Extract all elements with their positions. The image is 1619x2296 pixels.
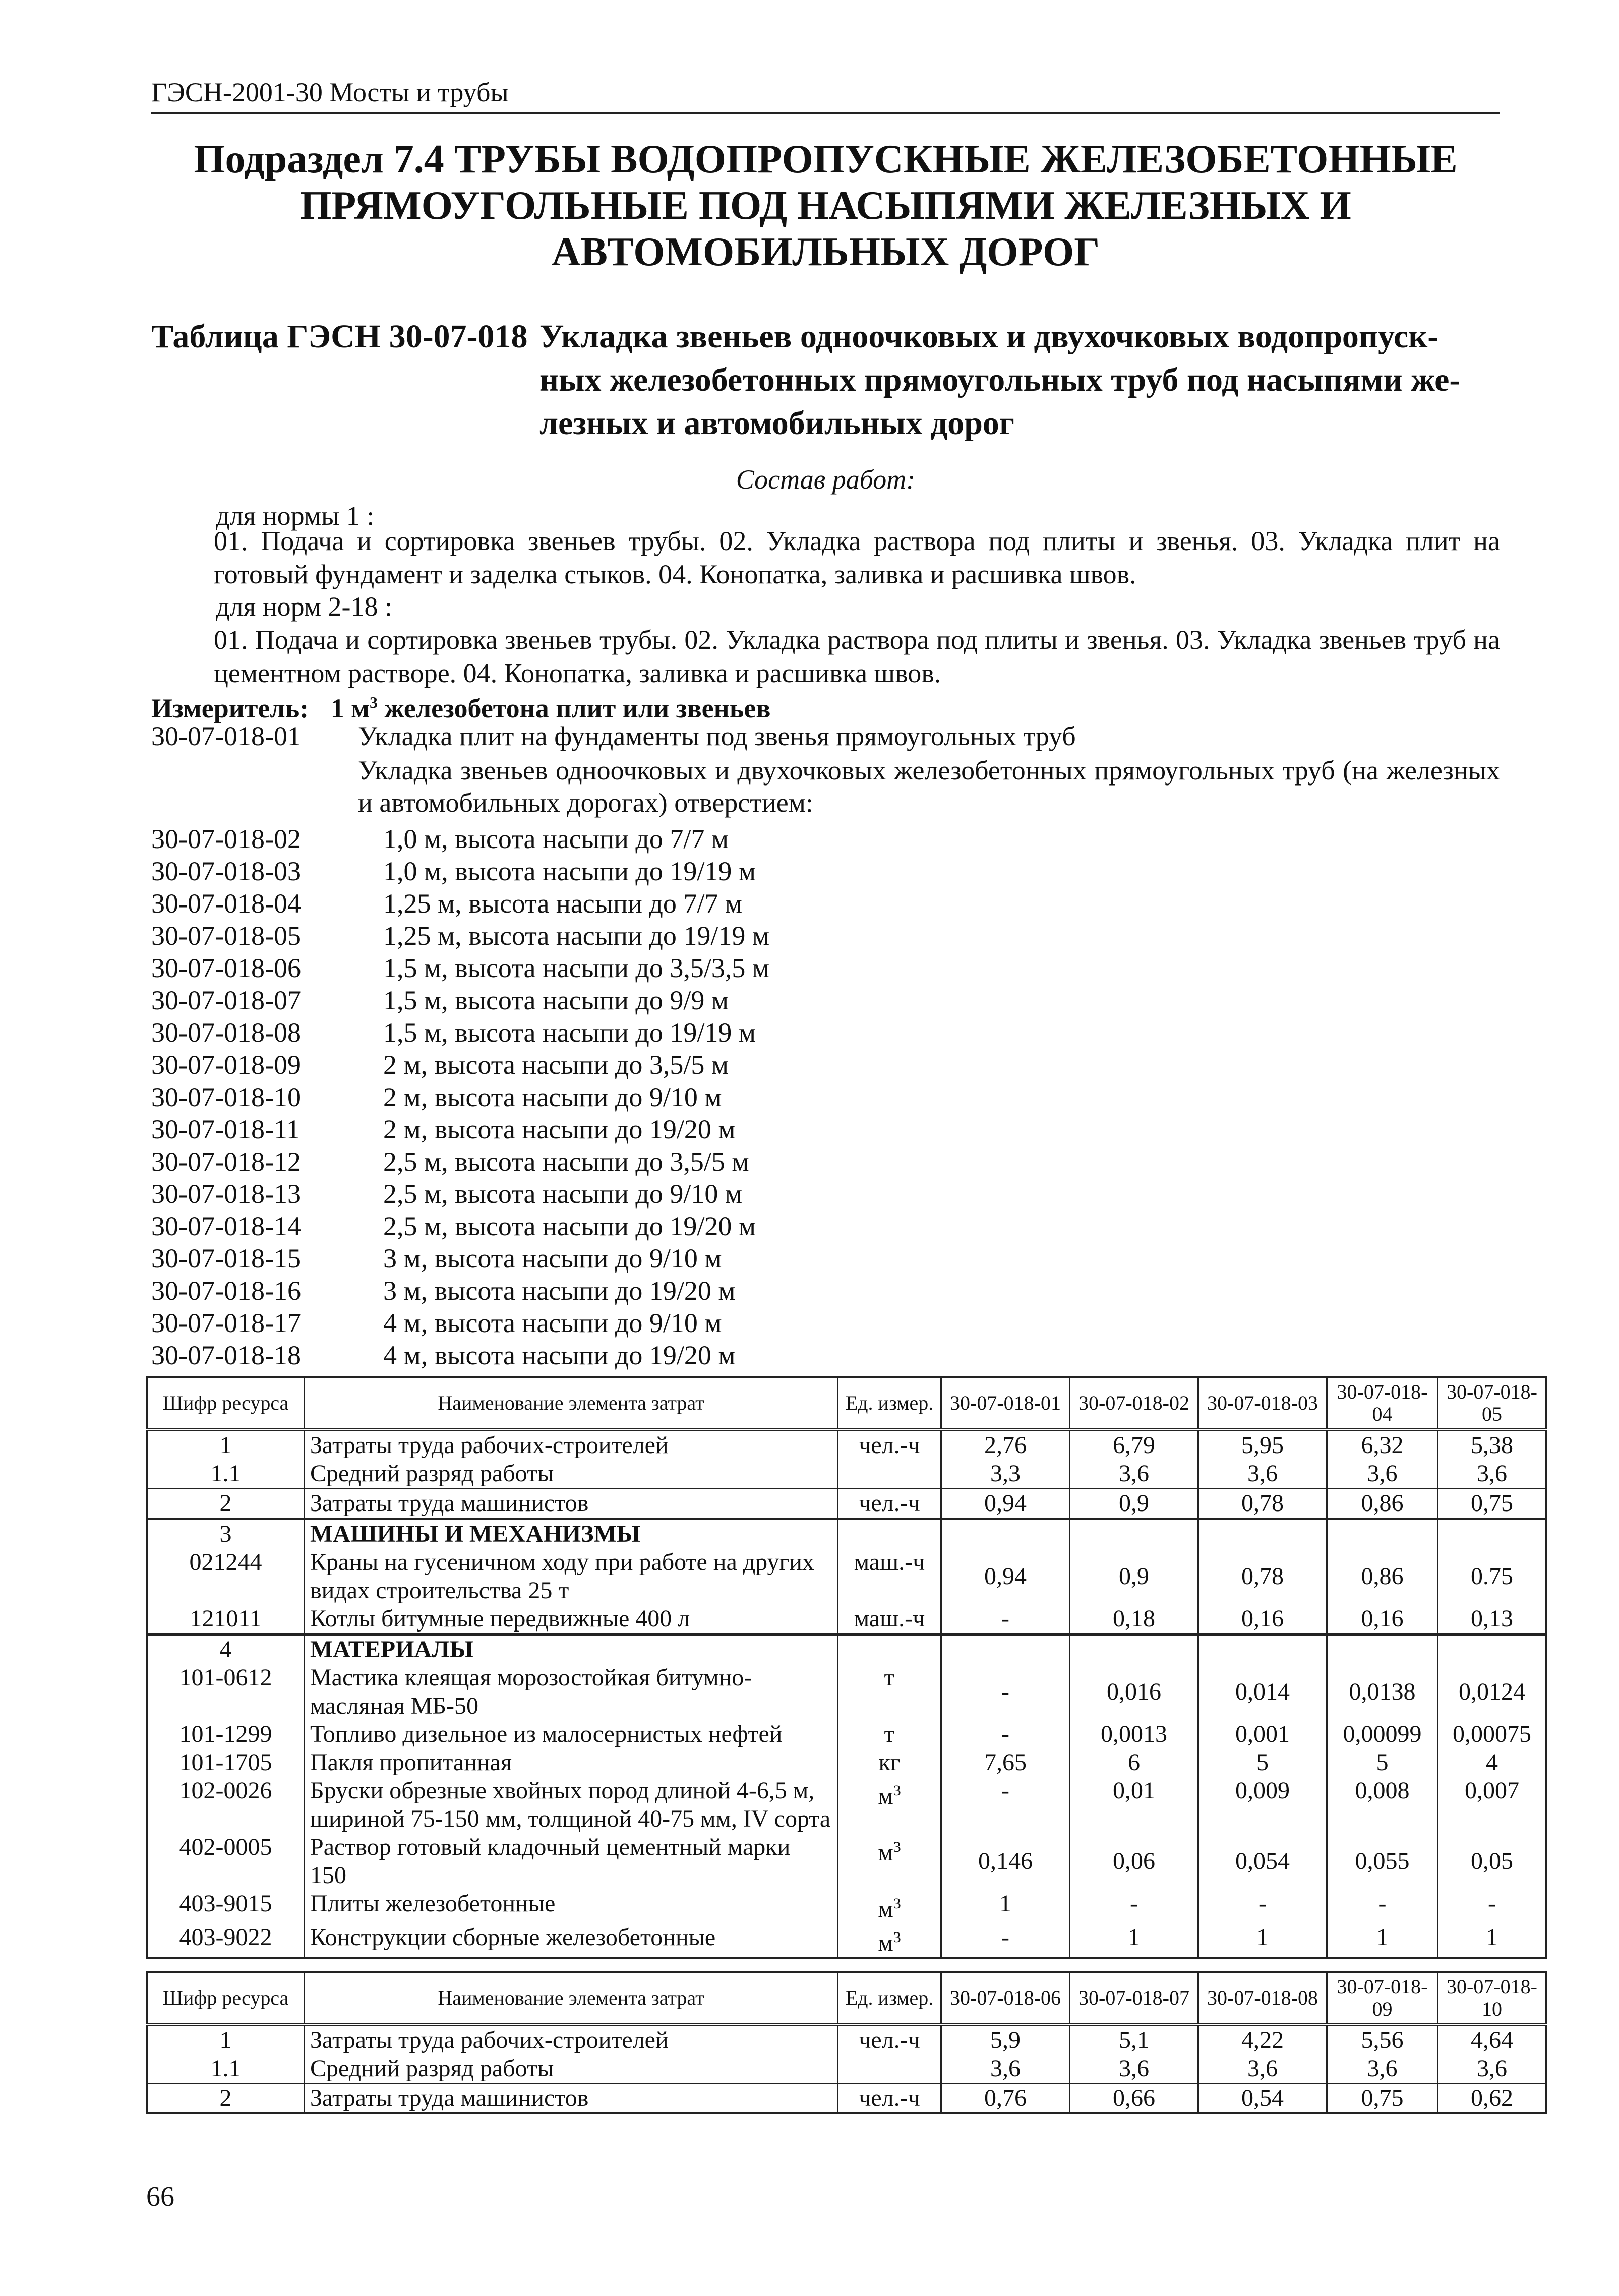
norm-item	[151, 720, 1500, 752]
norm-code: 30-07-018-04	[151, 888, 301, 919]
norm-code: 30-07-018-10	[151, 1082, 301, 1112]
cost-element-name: Раствор готовый кладочный цементный марки 150	[305, 1833, 838, 1890]
norm-value: 2,76	[941, 1430, 1070, 1460]
norm-description: 1,25 м, высота насыпи до 19/19 м	[383, 921, 769, 951]
table-body	[147, 1430, 1546, 1958]
norm-value: 5,9	[941, 2025, 1070, 2055]
unit-text: маш.-ч	[854, 1605, 925, 1632]
table-row	[147, 1748, 1546, 1777]
unit-text: кг	[878, 1749, 901, 1776]
resource-table-2	[146, 1971, 1547, 2114]
header-norm: 30-07-018-06	[941, 1972, 1070, 2025]
unit-sup: 3	[893, 1929, 901, 1946]
norm-value: 0,9	[1070, 1548, 1198, 1605]
norm-value: 1	[1070, 1923, 1198, 1958]
norm-description: 4 м, высота насыпи до 19/20 м	[383, 1340, 736, 1370]
norm-value: 0,054	[1198, 1833, 1327, 1890]
norm-value: -	[941, 1777, 1070, 1833]
norm-code: 30-07-018-07	[151, 985, 301, 1015]
norm-value: 0,86	[1327, 1489, 1438, 1519]
unit-text: м	[878, 1896, 893, 1922]
table-row	[147, 1489, 1546, 1519]
norm-value: 6,32	[1327, 1430, 1438, 1460]
norm-value	[1198, 1635, 1327, 1664]
norm-value: 1	[1327, 1923, 1438, 1958]
table-row	[147, 2084, 1546, 2113]
table-body	[147, 2025, 1546, 2113]
norm-code: 30-07-018-13	[151, 1179, 301, 1209]
unit-sup: 3	[893, 1782, 901, 1799]
norm-value: 0,055	[1327, 1833, 1438, 1890]
unit-cell	[838, 1460, 941, 1489]
norm-code: 30-07-018-09	[151, 1050, 301, 1080]
norm-item	[151, 1242, 1500, 1275]
norm-value: 4,22	[1198, 2025, 1327, 2055]
norm-value: 0,86	[1327, 1548, 1438, 1605]
norm-value: -	[1198, 1890, 1327, 1923]
header-code: Шифр ресурса	[147, 1972, 305, 2025]
table-row	[147, 1664, 1546, 1720]
norm-value: 0,016	[1070, 1664, 1198, 1720]
norm-value: 3,6	[1438, 1460, 1546, 1489]
norm-value: 0,94	[941, 1489, 1070, 1519]
norm-value: 3,6	[1198, 2055, 1327, 2084]
norm-value: 1	[941, 1890, 1070, 1923]
cost-element-name: Котлы битумные передвижные 400 л	[305, 1605, 838, 1635]
unit-text: чел.-ч	[859, 1490, 920, 1517]
unit-text: м	[878, 1929, 893, 1956]
header-norm: 30-07-018-04	[1327, 1377, 1438, 1430]
norm-value: 0,75	[1327, 2084, 1438, 2113]
norm-value: -	[941, 1923, 1070, 1958]
norm-value: 1	[1438, 1923, 1546, 1958]
norm-item	[151, 984, 1500, 1016]
norm-code: 30-07-018-15	[151, 1243, 301, 1274]
norm-value: 0,54	[1198, 2084, 1327, 2113]
measurer-label: Измеритель:	[151, 693, 309, 723]
table-header-row	[147, 1972, 1546, 2025]
resource-code: 2	[147, 1489, 305, 1519]
norm-code: 30-07-018-06	[151, 953, 301, 983]
norm-description: 2,5 м, высота насыпи до 19/20 м	[383, 1211, 756, 1241]
norm-items	[151, 823, 1500, 1371]
table-row	[147, 1777, 1546, 1833]
norm-value: 0,001	[1198, 1720, 1327, 1748]
norm-value	[1198, 1519, 1327, 1549]
norm-value	[1327, 1519, 1438, 1549]
header-norm: 30-07-018-10	[1438, 1972, 1546, 2025]
table-row	[147, 1460, 1546, 1489]
norm-description: 2 м, высота насыпи до 3,5/5 м	[383, 1050, 729, 1080]
norm-value: 3,6	[1327, 2055, 1438, 2084]
unit-cell	[838, 1923, 941, 1958]
norm-value: 5,38	[1438, 1430, 1546, 1460]
norm-code: 30-07-018-01	[151, 721, 301, 751]
norms-list	[151, 720, 1500, 1371]
unit-text: маш.-ч	[854, 1549, 925, 1576]
unit-text: чел.-ч	[859, 2085, 920, 2111]
header-name: Наименование элемента затрат	[305, 1377, 838, 1430]
running-header: ГЭСН-2001-30 Мосты и трубы	[151, 76, 1500, 114]
norm-item	[151, 920, 1500, 952]
resource-code: 1	[147, 2025, 305, 2055]
header-code: Шифр ресурса	[147, 1377, 305, 1430]
norm-item	[151, 1145, 1500, 1178]
unit-cell	[838, 1548, 941, 1605]
norm-value: 6	[1070, 1748, 1198, 1777]
unit-text: т	[884, 1721, 895, 1747]
unit-cell	[838, 1720, 941, 1748]
norm-code: 30-07-018-12	[151, 1146, 301, 1177]
norm-item	[151, 1016, 1500, 1049]
norms2-composition: 01. Подача и сортировка звеньев трубы. 02. Укладка раствора под плиты и звенья. 03. Укладка звеньев труб на цементном растворе. 04. Конопатка, заливка и расшивка швов.	[214, 625, 1500, 688]
cost-element-name: Плиты железобетонные	[305, 1890, 838, 1923]
norm-value: 5	[1198, 1748, 1327, 1777]
norm-value: 5	[1327, 1748, 1438, 1777]
norm-item	[151, 1275, 1500, 1307]
cost-element-name: Топливо дизельное из малосернистых нефтей	[305, 1720, 838, 1748]
norm-value: 3,6	[1198, 1460, 1327, 1489]
header-norm: 30-07-018-01	[941, 1377, 1070, 1430]
norm-description: 1,0 м, высота насыпи до 19/19 м	[383, 856, 756, 886]
norm-item	[151, 1210, 1500, 1242]
resource-code: 403-9015	[147, 1890, 305, 1923]
table-row	[147, 2055, 1546, 2084]
header-norm: 30-07-018-03	[1198, 1377, 1327, 1430]
resource-code: 1.1	[147, 2055, 305, 2084]
table-row	[147, 1720, 1546, 1748]
norm-value: 5,95	[1198, 1430, 1327, 1460]
table-row	[147, 1890, 1546, 1923]
table-row	[147, 1605, 1546, 1635]
table-row	[147, 1923, 1546, 1958]
norm-item	[151, 855, 1500, 887]
unit-text: чел.-ч	[859, 2027, 920, 2053]
table-row	[147, 1430, 1546, 1460]
unit-cell	[838, 1748, 941, 1777]
norm-value: 0,13	[1438, 1605, 1546, 1635]
table-section-row	[147, 1635, 1546, 1664]
norm-value: 3,6	[941, 2055, 1070, 2084]
norm-value: 0,009	[1198, 1777, 1327, 1833]
resource-table-1	[146, 1376, 1547, 1959]
norm-value: 5,1	[1070, 2025, 1198, 2055]
cost-element-name: Краны на гусеничном ходу при работе на других видах строительства 25 т	[305, 1548, 838, 1605]
cost-element-name: Затраты труда рабочих-строителей	[305, 1430, 838, 1460]
norm-value: 0,014	[1198, 1664, 1327, 1720]
norm-description: 1,25 м, высота насыпи до 7/7 м	[383, 888, 742, 919]
unit-cell	[838, 1833, 941, 1890]
unit-text: т	[884, 1664, 895, 1691]
cost-element-name: Затраты труда машинистов	[305, 1489, 838, 1519]
norm-code: 30-07-018-03	[151, 856, 301, 886]
norm-value: 0,008	[1327, 1777, 1438, 1833]
measurer	[151, 686, 770, 725]
section-name: МАШИНЫ И МЕХАНИЗМЫ	[305, 1519, 838, 1549]
norm-item	[151, 823, 1500, 855]
norm-value: 0,94	[941, 1548, 1070, 1605]
norm-description: 3 м, высота насыпи до 9/10 м	[383, 1243, 722, 1274]
section-name: МАТЕРИАЛЫ	[305, 1635, 838, 1664]
resource-code: 101-1299	[147, 1720, 305, 1748]
norm-value: 6,79	[1070, 1430, 1198, 1460]
norm-value: 0,06	[1070, 1833, 1198, 1890]
cost-element-name: Затраты труда машинистов	[305, 2084, 838, 2113]
norm-value: 3,6	[1070, 1460, 1198, 1489]
norm-value: 5,56	[1327, 2025, 1438, 2055]
norm-value: 3,6	[1438, 2055, 1546, 2084]
norm-description: 1,5 м, высота насыпи до 19/19 м	[383, 1017, 756, 1048]
norm1-label: для нормы 1 :	[216, 501, 375, 531]
norm-value: 4	[1438, 1748, 1546, 1777]
header-unit: Ед. измер.	[838, 1972, 941, 2025]
norm-code: 30-07-018-02	[151, 824, 301, 854]
resource-code: 4	[147, 1635, 305, 1664]
norm-description: 4 м, высота насыпи до 9/10 м	[383, 1308, 722, 1338]
norm-value: 0,0124	[1438, 1664, 1546, 1720]
table-header-row	[147, 1377, 1546, 1430]
table-title-line: Укладка звеньев одноочковых и двухочковых водопропуск-	[539, 318, 1439, 355]
norm-item	[151, 1081, 1500, 1113]
norm-value	[1327, 1635, 1438, 1664]
norm-description: 3 м, высота насыпи до 19/20 м	[383, 1276, 736, 1306]
norm-value: 0,75	[1438, 1489, 1546, 1519]
measurer-value-sup: 3	[369, 693, 378, 711]
norm-item	[151, 1339, 1500, 1371]
norm-value	[941, 1519, 1070, 1549]
measurer-value-suffix: железобетона плит или звеньев	[377, 693, 771, 723]
resource-code: 402-0005	[147, 1833, 305, 1890]
header-norm: 30-07-018-09	[1327, 1972, 1438, 2025]
unit-cell	[838, 1519, 941, 1549]
norm-value: 0,18	[1070, 1605, 1198, 1635]
norm-item	[151, 1307, 1500, 1339]
header-name: Наименование элемента затрат	[305, 1972, 838, 2025]
norm-value: 1	[1198, 1923, 1327, 1958]
norm-description: 2 м, высота насыпи до 9/10 м	[383, 1082, 722, 1112]
header-norm: 30-07-018-08	[1198, 1972, 1327, 2025]
work-composition-heading: Состав работ:	[736, 464, 916, 495]
norm-code: 30-07-018-14	[151, 1211, 301, 1241]
unit-cell	[838, 2055, 941, 2084]
norm-value: 4,64	[1438, 2025, 1546, 2055]
norm-value: 0,62	[1438, 2084, 1546, 2113]
resource-code: 101-0612	[147, 1664, 305, 1720]
norm-value: 3,3	[941, 1460, 1070, 1489]
norm-description: 1,5 м, высота насыпи до 9/9 м	[383, 985, 729, 1015]
unit-cell	[838, 1664, 941, 1720]
unit-cell	[838, 2084, 941, 2113]
norm-value: 0,78	[1198, 1548, 1327, 1605]
norm-value: -	[1070, 1890, 1198, 1923]
norm-value: 0,01	[1070, 1777, 1198, 1833]
norm1-composition: 01. Подача и сортировка звеньев трубы. 02. Укладка раствора под плиты и звенья. 03. Укладка плит на готовый фундамент и заделка стыков. 04. Конопатка, заливка и расшивка швов.	[214, 526, 1500, 589]
resource-code: 102-0026	[147, 1777, 305, 1833]
norm-value: 0,9	[1070, 1489, 1198, 1519]
table-title-label: Таблица ГЭСН 30-07-018	[151, 318, 528, 355]
norm-description: 1,5 м, высота насыпи до 3,5/3,5 м	[383, 953, 769, 983]
resource-code: 403-9022	[147, 1923, 305, 1958]
norm-value	[1070, 1519, 1198, 1549]
norm-value	[1070, 1635, 1198, 1664]
header-norm: 30-07-018-05	[1438, 1377, 1546, 1430]
unit-text: чел.-ч	[859, 1432, 920, 1459]
resource-code: 1.1	[147, 1460, 305, 1489]
norm-description: 2 м, высота насыпи до 19/20 м	[383, 1114, 736, 1144]
norm-value: 0,16	[1198, 1605, 1327, 1635]
norm-item	[151, 1113, 1500, 1145]
norm-value: 0,146	[941, 1833, 1070, 1890]
measurer-value-prefix: 1 м	[330, 693, 370, 723]
norm-code: 30-07-018-08	[151, 1017, 301, 1048]
unit-sup: 3	[893, 1839, 901, 1855]
norm-value: 3,6	[1070, 2055, 1198, 2084]
table-row	[147, 1548, 1546, 1605]
title-line: АВТОМОБИЛЬНЫХ ДОРОГ	[551, 230, 1100, 274]
table-row	[147, 1833, 1546, 1890]
resource-code: 121011	[147, 1605, 305, 1635]
cost-element-name: Средний разряд работы	[305, 1460, 838, 1489]
table-title-line: лезных и автомобильных дорог	[539, 405, 1014, 442]
norm-item	[151, 952, 1500, 984]
header-norm: 30-07-018-02	[1070, 1377, 1198, 1430]
norm-code: 30-07-018-17	[151, 1308, 301, 1338]
norm-value: 0,16	[1327, 1605, 1438, 1635]
norm-group-description: Укладка звеньев одноочковых и двухочковых железобетонных прямоугольных труб (на железных и автомобильных дорогах) отверстием:	[358, 755, 1500, 818]
unit-text: м	[878, 1839, 893, 1866]
unit-sup: 3	[893, 1895, 901, 1912]
norm-value: 0,78	[1198, 1489, 1327, 1519]
unit-cell	[838, 1777, 941, 1833]
norm-code: 30-07-018-05	[151, 921, 301, 951]
norm-value: 0,05	[1438, 1833, 1546, 1890]
norm-code: 30-07-018-16	[151, 1276, 301, 1306]
table-title-text	[539, 315, 1500, 445]
cost-element-name: Бруски обрезные хвойных пород длиной 4-6,5 м, шириной 75-150 мм, толщиной 40-75 мм, IV сорта	[305, 1777, 838, 1833]
norm-value: -	[1438, 1890, 1546, 1923]
unit-text: м	[878, 1783, 893, 1809]
norm-value: 0.75	[1438, 1548, 1546, 1605]
cost-element-name: Конструкции сборные железобетонные	[305, 1923, 838, 1958]
norm-value: 0,00099	[1327, 1720, 1438, 1748]
resource-code: 101-1705	[147, 1748, 305, 1777]
table-row	[147, 2025, 1546, 2055]
norm-item	[151, 887, 1500, 920]
resource-code: 1	[147, 1430, 305, 1460]
cost-element-name: Пакля пропитанная	[305, 1748, 838, 1777]
norm-value	[941, 1635, 1070, 1664]
table-title-line: ных железобетонных прямоугольных труб под насыпями же-	[539, 361, 1461, 398]
page-number: 66	[146, 2181, 174, 2212]
resource-code: 2	[147, 2084, 305, 2113]
unit-cell	[838, 1890, 941, 1923]
norm-value: 0,0013	[1070, 1720, 1198, 1748]
cost-element-name: Затраты труда рабочих-строителей	[305, 2025, 838, 2055]
header-unit: Ед. измер.	[838, 1377, 941, 1430]
unit-cell	[838, 1635, 941, 1664]
title-line: ПРЯМОУГОЛЬНЫЕ ПОД НАСЫПЯМИ ЖЕЛЕЗНЫХ И	[300, 184, 1351, 228]
norm-description: 2,5 м, высота насыпи до 9/10 м	[383, 1179, 742, 1209]
subsection-title	[151, 136, 1500, 275]
unit-cell	[838, 1605, 941, 1635]
cost-element-name: Мастика клеящая морозостойкая битумно-масляная МБ-50	[305, 1664, 838, 1720]
norm-value: 0,66	[1070, 2084, 1198, 2113]
norm-value	[1438, 1519, 1546, 1549]
norm-description: 1,0 м, высота насыпи до 7/7 м	[383, 824, 729, 854]
unit-cell	[838, 2025, 941, 2055]
resource-code: 3	[147, 1519, 305, 1549]
norms2-label: для норм 2-18 :	[216, 591, 392, 622]
norm-value: 7,65	[941, 1748, 1070, 1777]
norm-code: 30-07-018-18	[151, 1340, 301, 1370]
unit-cell	[838, 1430, 941, 1460]
norm-value: -	[941, 1605, 1070, 1635]
norm-value	[1438, 1635, 1546, 1664]
norm-item	[151, 1178, 1500, 1210]
header-norm: 30-07-018-07	[1070, 1972, 1198, 2025]
title-line: Подраздел 7.4 ТРУБЫ ВОДОПРОПУСКНЫЕ ЖЕЛЕЗОБЕТОННЫЕ	[194, 137, 1458, 182]
norm-value: -	[941, 1720, 1070, 1748]
resource-code: 021244	[147, 1548, 305, 1605]
norm-value: 0,76	[941, 2084, 1070, 2113]
norm-value: -	[1327, 1890, 1438, 1923]
norm-value: 0,00075	[1438, 1720, 1546, 1748]
norm-value: 3,6	[1327, 1460, 1438, 1489]
norm-value: 0,007	[1438, 1777, 1546, 1833]
unit-cell	[838, 1489, 941, 1519]
table-section-row	[147, 1519, 1546, 1549]
norm-code: 30-07-018-11	[151, 1114, 300, 1144]
norm-value: 0,0138	[1327, 1664, 1438, 1720]
norm-description: Укладка плит на фундаменты под звенья прямоугольных труб	[358, 721, 1076, 751]
norm-value: -	[941, 1664, 1070, 1720]
measurer-value	[331, 693, 771, 723]
norm-description: 2,5 м, высота насыпи до 3,5/5 м	[383, 1146, 749, 1177]
norm-item	[151, 1049, 1500, 1081]
cost-element-name: Средний разряд работы	[305, 2055, 838, 2084]
